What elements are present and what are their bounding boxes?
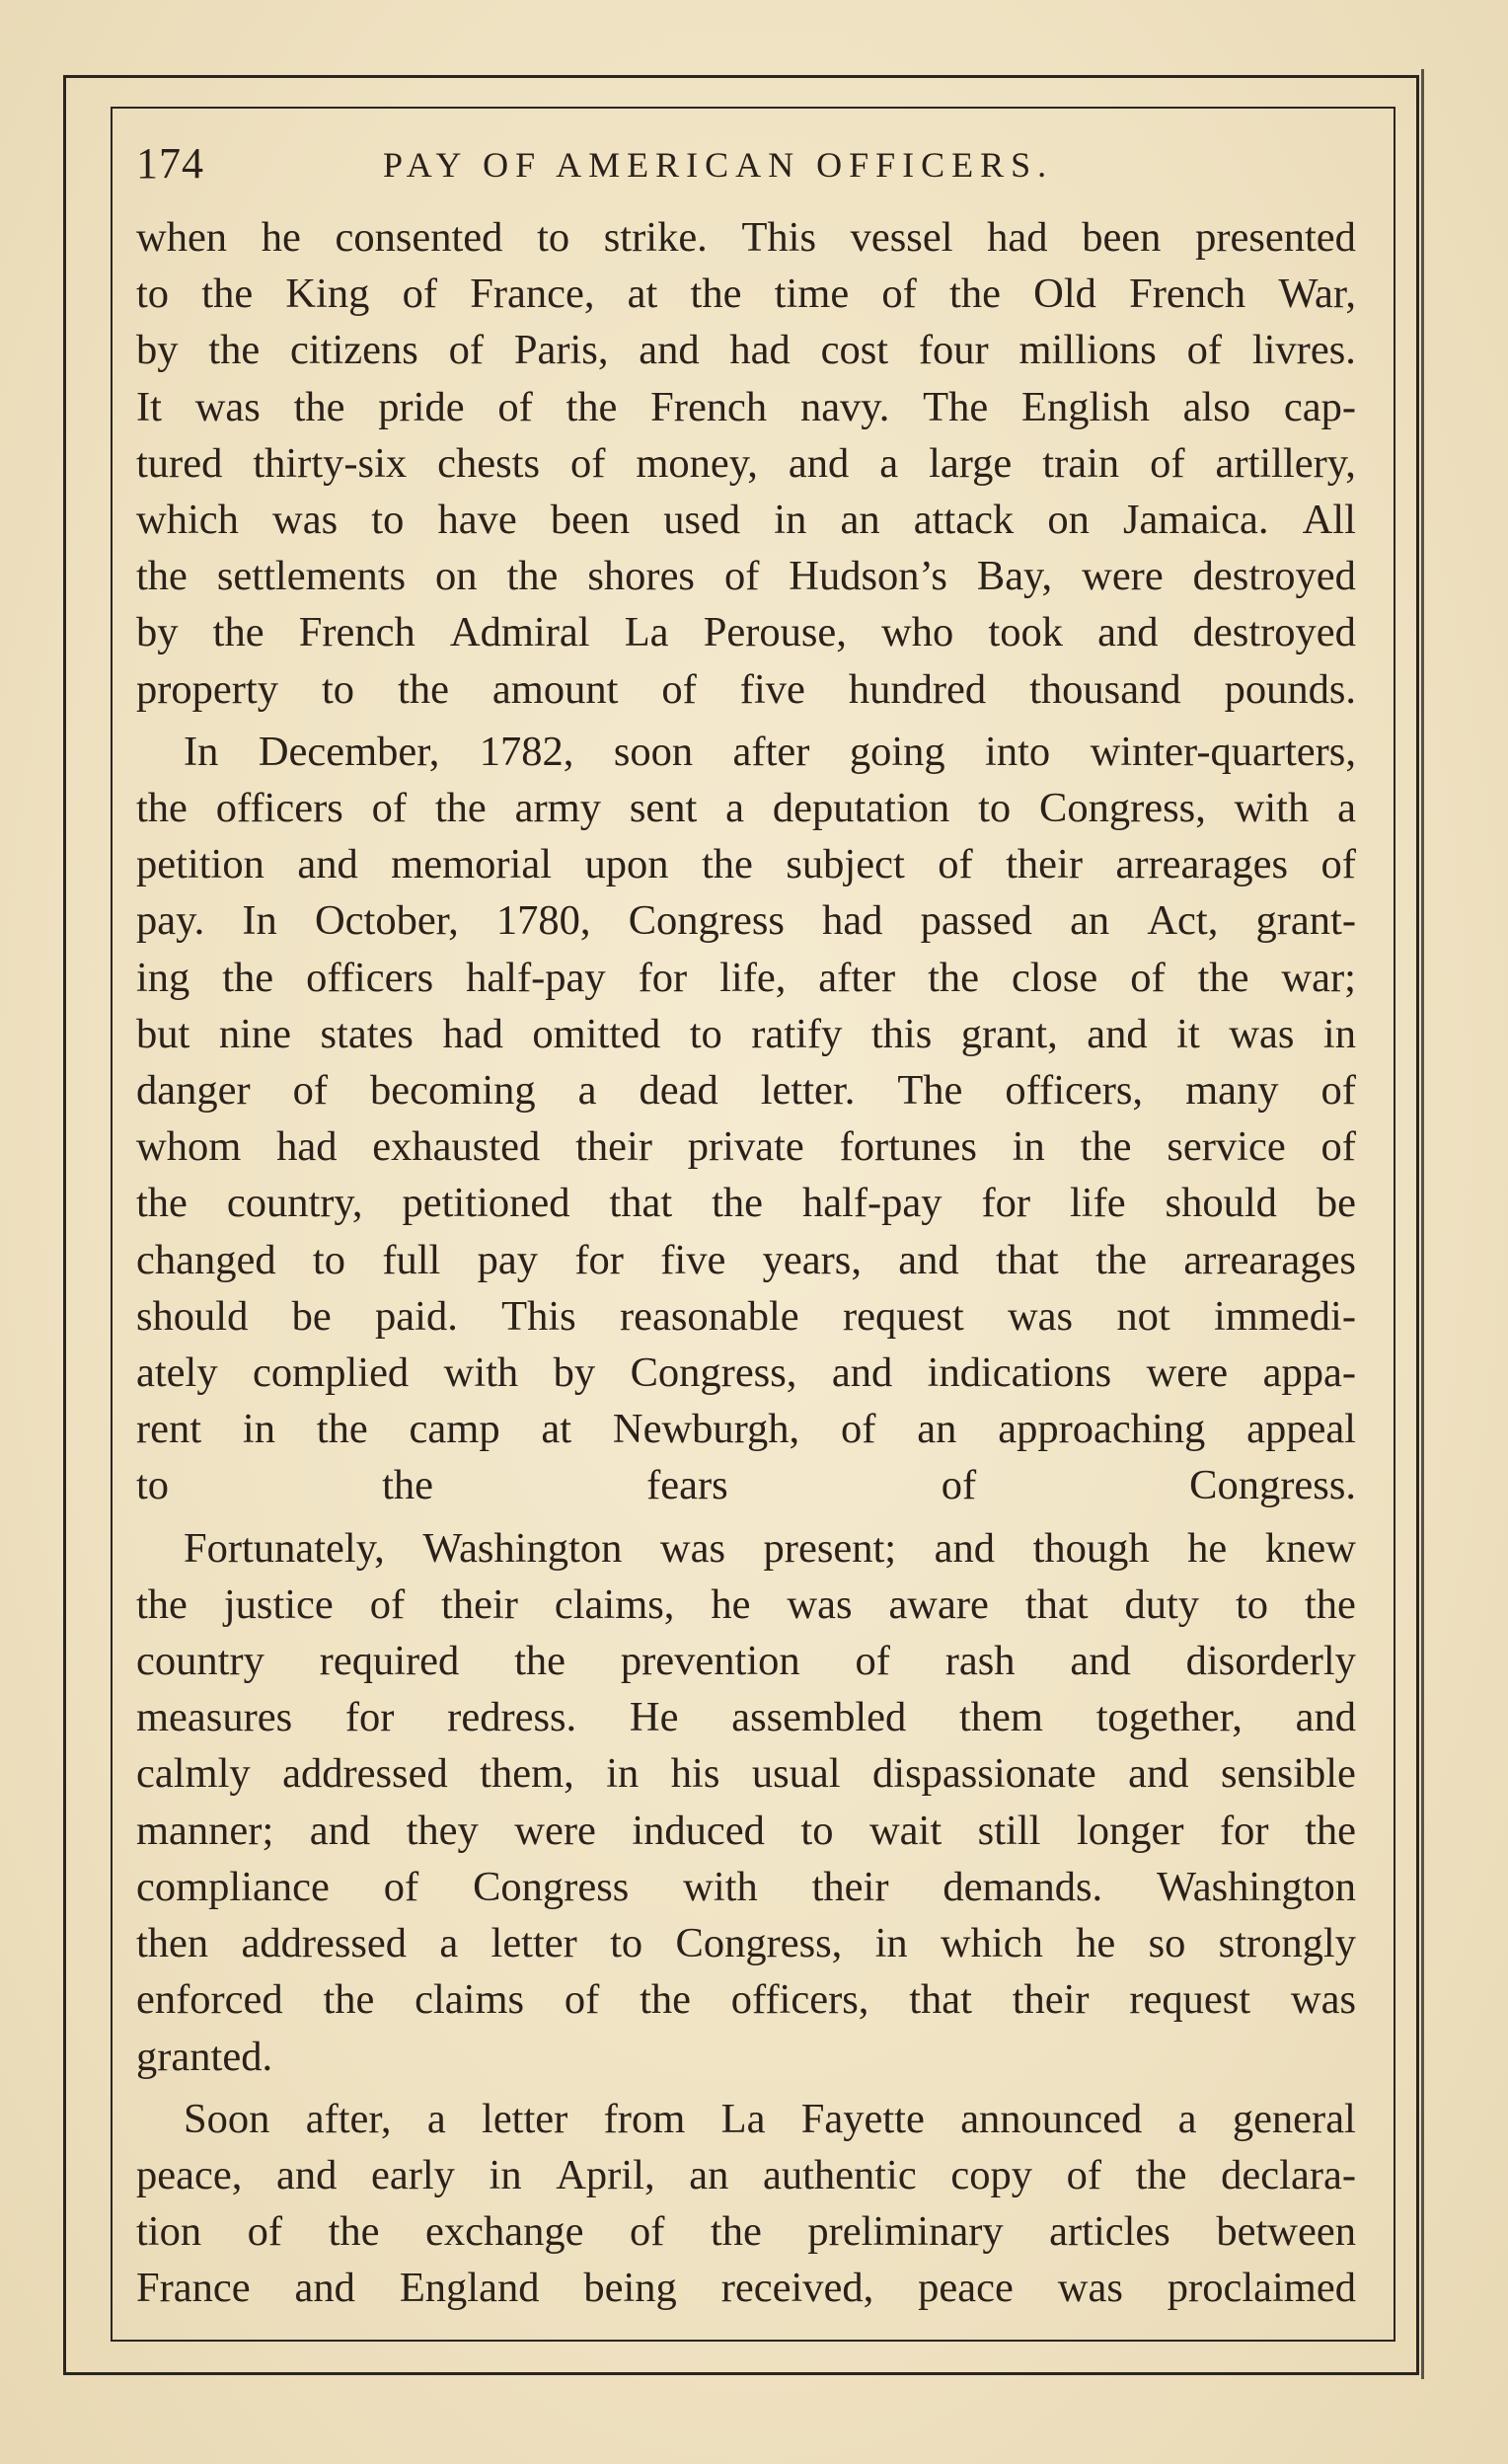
running-head — [136, 138, 1360, 197]
text-line: to the King of France, at the time of the Old French War, — [136, 270, 1356, 318]
text-line: peace, and early in April, an authentic copy of the declara- — [136, 2151, 1356, 2198]
text-line: when he consented to strike. This vessel had been presented — [136, 214, 1356, 261]
paragraph-1 — [136, 209, 1356, 718]
binding-edge-rule — [1421, 69, 1424, 2379]
text-line: the officers of the army sent a deputation to Congress, with a — [136, 785, 1356, 832]
text-line: the justice of their claims, he was aware that duty to the — [136, 1580, 1356, 1628]
text-line: ing the officers half-pay for life, after the close of the war; — [136, 954, 1356, 1001]
paragraph-2 — [136, 724, 1356, 1514]
text-line: but nine states had omitted to ratify this grant, and it was in — [136, 1010, 1356, 1057]
text-line: tion of the exchange of the preliminary articles between — [136, 2208, 1356, 2256]
page-number: 174 — [136, 139, 204, 188]
text-line: which was to have been used in an attack on Jamaica. All — [136, 497, 1356, 544]
text-line: calmly addressed them, in his usual dispassionate and sensible — [136, 1750, 1356, 1798]
text-line: petition and memorial upon the subject of their arrearages of — [136, 841, 1356, 888]
text-line: granted. — [136, 2033, 273, 2080]
text-line: France and England being received, peace was proclaimed — [136, 2265, 1356, 2312]
text-line: to the fears of Congress. — [136, 1462, 1356, 1509]
paragraph-4 — [136, 2091, 1356, 2317]
text-line: by the citizens of Paris, and had cost four millions of livres. — [136, 327, 1356, 374]
text-line: In December, 1782, soon after going into winter-quarters, — [184, 728, 1356, 775]
text-line: compliance of Congress with their demands. Washington — [136, 1863, 1356, 1910]
text-line: country required the prevention of rash and disorderly — [136, 1638, 1356, 1685]
text-line: Fortunately, Washington was present; and though he knew — [184, 1524, 1356, 1572]
running-head-title: PAY OF AMERICAN OFFICERS. — [383, 145, 1054, 185]
text-line: enforced the claims of the officers, that their request was — [136, 1976, 1356, 2024]
paragraph-3 — [136, 1520, 1356, 2085]
text-line: manner; and they were induced to wait still longer for the — [136, 1807, 1356, 1854]
text-line: Soon after, a letter from La Fayette announced a general — [184, 2095, 1356, 2142]
text-line: pay. In October, 1780, Congress had passed an Act, grant- — [136, 897, 1356, 945]
text-line: should be paid. This reasonable request was not immedi- — [136, 1292, 1356, 1340]
text-line: then addressed a letter to Congress, in which he so strongly — [136, 1920, 1356, 1967]
text-line: the country, petitioned that the half-pay for life should be — [136, 1180, 1356, 1227]
text-line: danger of becoming a dead letter. The officers, many of — [136, 1067, 1356, 1115]
text-line: measures for redress. He assembled them together, and — [136, 1694, 1356, 1741]
text-line: rent in the camp at Newburgh, of an approaching appeal — [136, 1406, 1356, 1453]
text-line: by the French Admiral La Perouse, who took and destroyed — [136, 609, 1356, 656]
text-line: ately complied with by Congress, and indications were appa- — [136, 1349, 1356, 1397]
text-line: whom had exhausted their private fortunes in the service of — [136, 1123, 1356, 1171]
body-text — [136, 209, 1356, 2317]
text-line: changed to full pay for five years, and that the arrearages — [136, 1236, 1356, 1283]
text-line: property to the amount of five hundred thousand pounds. — [136, 665, 1356, 713]
text-line: tured thirty-six chests of money, and a large train of artillery, — [136, 439, 1356, 487]
text-line: the settlements on the shores of Hudson’s Bay, were destroyed — [136, 553, 1356, 600]
text-line: It was the pride of the French navy. The English also cap- — [136, 383, 1356, 430]
